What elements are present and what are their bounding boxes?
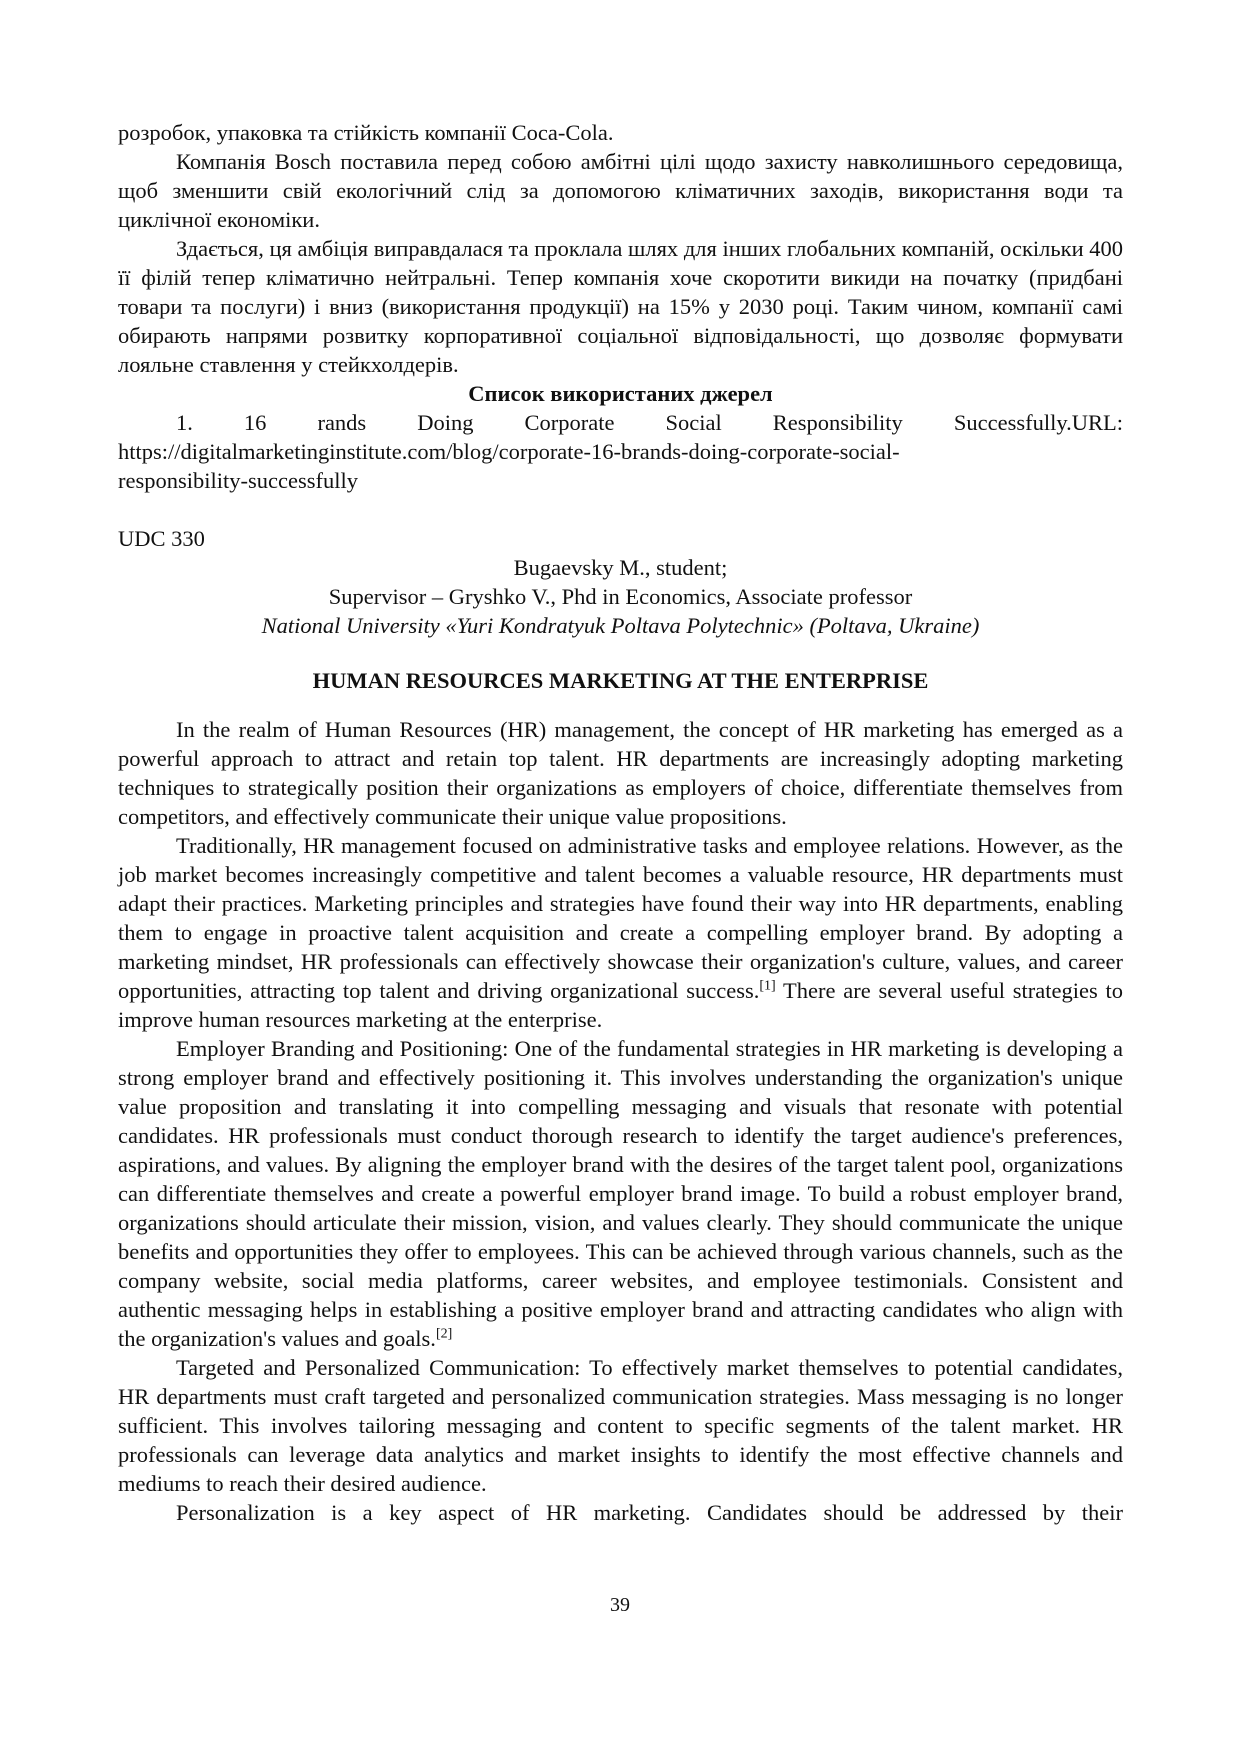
page-number: 39	[610, 1594, 630, 1616]
page-body	[118, 118, 1123, 1527]
author-line: Bugaevsky M., student;	[513, 555, 728, 580]
body-paragraph-2-text: Traditionally, HR management focused on administrative tasks and employee relations. However, as the job market becomes increasingly competitive and talent becomes a valuable resource, HR departments must adapt their practices. Marketing principles and strategies have found their way into HR departments, enabling them to engage in proactive talent acquisition and create a compelling employer brand. By adopting a marketing mindset, HR professionals can effectively showcase their organization's culture, values, and career opportunities, attracting top talent and driving organizational success.	[118, 833, 1123, 1003]
body-paragraph-4: Targeted and Personalized Communication: To effectively market themselves to potential candidates, HR departments must craft targeted and personalized communication strategies. Mass messaging is no longer sufficient. This involves tailoring messaging and content to specific segments of the talent market. HR professionals can leverage data analytics and market insights to identify the most effective channels and mediums to reach their desired audience.	[118, 1355, 1123, 1496]
reference-line-1: 1. 16 rands Doing Corporate Social Responsibility Successfully.URL:	[176, 410, 1123, 435]
body-paragraph-2-tail: There are several useful strategies to improve human resources marketing at the enterprise.	[118, 978, 1123, 1032]
prev-paragraph-1: розробок, упаковка та стійкість компанії Coca-Cola.	[118, 120, 614, 145]
body-paragraph-3-text: Employer Branding and Positioning: One of the fundamental strategies in HR marketing is developing a strong employer brand and effectively positioning it. This involves understanding the organization's unique value proposition and translating it into compelling messaging and visuals that resonate with potential candidates. HR professionals must conduct thorough research to identify the target audience's preferences, aspirations, and values. By aligning the employer brand with the desires of the target talent pool, organizations can differentiate themselves and create a powerful employer brand image. To build a robust employer brand, organizations should articulate their mission, vision, and values clearly. They should communicate the unique benefits and opportunities they offer to employees. This can be achieved through various channels, such as the company website, social media platforms, career websites, and employee testimonials. Consistent and authentic messaging helps in establishing a positive employer brand and attracting candidates who align with the organization's values and goals.	[118, 1036, 1123, 1351]
reference-url-continued: responsibility-successfully	[118, 468, 358, 493]
body-paragraph-5: Personalization is a key aspect of HR marketing. Candidates should be addressed by their	[176, 1500, 1123, 1525]
citation-1: [1]	[759, 978, 776, 994]
udc-code: UDC 330	[118, 526, 205, 551]
prev-paragraph-2: Компанія Bosch поставила перед собою амбітні цілі щодо захисту навколишнього середовища, щоб зменшити свій екологічний слід за допомогою кліматичних заходів, використання води та циклічної економіки.	[118, 149, 1123, 232]
references-heading: Список використаних джерел	[468, 381, 773, 406]
reference-url: https://digitalmarketinginstitute.com/blog/corporate-16-brands-doing-corporate-social-	[118, 439, 900, 464]
article-title: HUMAN RESOURCES MARKETING AT THE ENTERPRISE	[312, 668, 929, 693]
body-paragraph-2	[118, 831, 1123, 1034]
affiliation-line: National University «Yuri Kondratyuk Poltava Polytechnic» (Poltava, Ukraine)	[261, 613, 980, 638]
prev-paragraph-3: Здається, ця амбіція виправдалася та проклала шлях для інших глобальних компаній, оскільки 400 її філій тепер кліматично нейтральні. Тепер компанія хоче скоротити викиди на початку (придбані товари та послуги) і вниз (використання продукції) на 15% у 2030 році. Таким чином, компанії самі обирають напрями розвитку корпоративної соціальної відповідальності, що дозволяє формувати лояльне ставлення у стейкхолдерів.	[118, 236, 1123, 377]
supervisor-line: Supervisor – Gryshko V., Phd in Economics, Associate professor	[328, 584, 913, 609]
body-paragraph-3	[118, 1034, 1123, 1353]
citation-2: [2]	[435, 1326, 453, 1342]
body-paragraph-1: In the realm of Human Resources (HR) management, the concept of HR marketing has emerged as a powerful approach to attract and retain top talent. HR departments are increasingly adopting marketing techniques to strategically position their organizations as employers of choice, differentiate themselves from competitors, and effectively communicate their unique value propositions.	[118, 717, 1123, 829]
